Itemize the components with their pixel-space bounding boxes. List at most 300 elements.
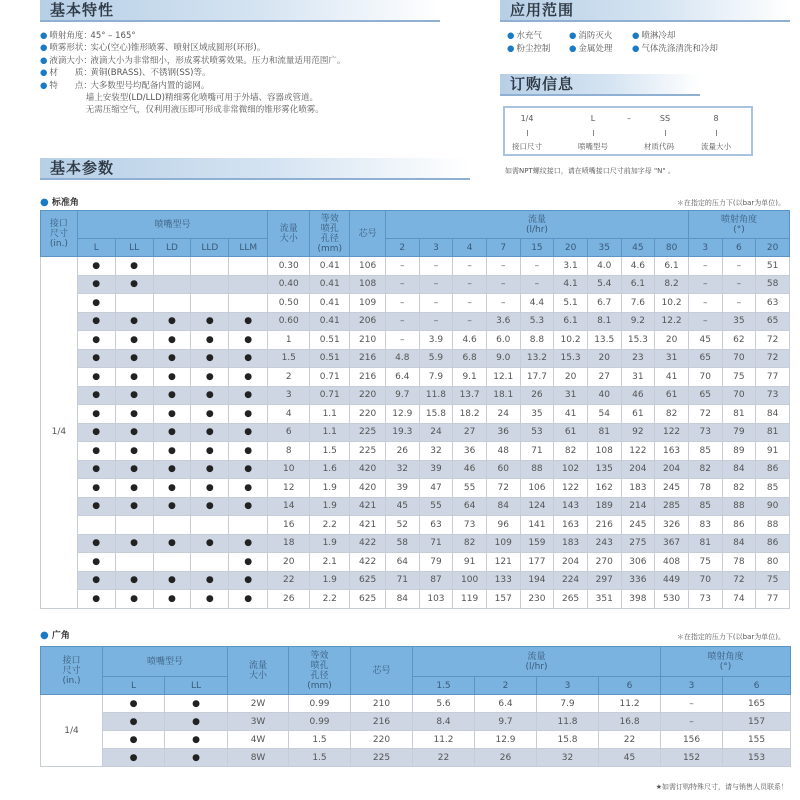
flow-size-cell: 26 <box>268 590 310 609</box>
flow-cell: 6.1 <box>655 257 689 276</box>
flow-cell: 326 <box>655 516 689 535</box>
header-spray-angle: 喷射角度 (°) <box>688 211 789 239</box>
flow-cell: 9.0 <box>486 349 520 368</box>
core-cell: 216 <box>350 349 386 368</box>
orifice-cell: 1.9 <box>310 497 350 516</box>
flow-cell: 7.9 <box>537 695 599 713</box>
angle-cell: 74 <box>722 590 756 609</box>
nozzle-availability-cell: ● <box>77 275 115 294</box>
flow-size-cell: 2 <box>268 368 310 387</box>
flow-cell: 82 <box>453 534 487 553</box>
flow-size-cell: 18 <box>268 534 310 553</box>
nozzle-availability-cell: ● <box>115 405 153 424</box>
bullet-icon: ● <box>507 31 515 41</box>
angle-cell: 80 <box>756 553 790 572</box>
header-angle-pressure: 20 <box>756 239 790 257</box>
table-row <box>41 386 790 405</box>
feature-value: 无需压缩空气，仅利用液压即可形成非常微细的锥形雾化喷雾。 <box>85 105 324 116</box>
header-flow-pressure: 4 <box>453 239 487 257</box>
flow-cell: 12.9 <box>385 405 419 424</box>
core-cell: 106 <box>350 257 386 276</box>
flow-cell: 270 <box>587 553 621 572</box>
nozzle-availability-cell <box>191 294 229 313</box>
flow-cell: 22 <box>413 749 475 767</box>
core-cell: 225 <box>350 442 386 461</box>
nozzle-availability-cell: ● <box>191 497 229 516</box>
flow-cell: 19.3 <box>385 423 419 442</box>
nozzle-availability-cell: ● <box>153 460 191 479</box>
flow-cell: 141 <box>520 516 554 535</box>
header-flow-pressure: 1.5 <box>413 677 475 695</box>
nozzle-availability-cell: ● <box>191 442 229 461</box>
nozzle-availability-cell: ● <box>153 534 191 553</box>
flow-cell: – <box>486 294 520 313</box>
standard-angle-title <box>40 195 79 208</box>
flow-cell: 4.1 <box>554 275 588 294</box>
flow-size-cell: 14 <box>268 497 310 516</box>
header-nozzle-lld: LLD <box>191 239 229 257</box>
flow-cell: 119 <box>453 590 487 609</box>
flow-cell: – <box>486 257 520 276</box>
order-connector <box>527 130 528 136</box>
nozzle-availability-cell: ● <box>115 423 153 442</box>
angle-cell: 84 <box>722 460 756 479</box>
nozzle-availability-cell: ● <box>77 442 115 461</box>
order-code: 1/4 <box>520 114 534 123</box>
flow-cell: 20 <box>587 349 621 368</box>
nozzle-availability-cell: ● <box>153 479 191 498</box>
nozzle-availability-cell: ● <box>115 442 153 461</box>
nozzle-availability-cell: ● <box>115 479 153 498</box>
flow-cell: 7.9 <box>419 368 453 387</box>
feature-item <box>40 42 345 54</box>
flow-cell: 23 <box>621 349 655 368</box>
nozzle-availability-cell: ● <box>115 349 153 368</box>
core-cell: 625 <box>350 590 386 609</box>
flow-cell: 367 <box>655 534 689 553</box>
order-code-label: 流量大小 <box>701 142 731 151</box>
flow-cell: 72 <box>486 479 520 498</box>
order-code: SS <box>659 114 671 123</box>
flow-cell: 71 <box>419 534 453 553</box>
angle-cell: 70 <box>688 571 722 590</box>
angle-cell: 45 <box>688 331 722 350</box>
nozzle-availability-cell: ● <box>115 312 153 331</box>
bullet-icon: ● <box>632 44 640 54</box>
flow-cell: – <box>419 294 453 313</box>
nozzle-availability-cell: ● <box>153 423 191 442</box>
flow-cell: 265 <box>554 590 588 609</box>
nozzle-availability-cell: ● <box>77 460 115 479</box>
nozzle-availability-cell: ● <box>165 713 228 731</box>
header-flow: 流量 (l/hr) <box>385 211 688 239</box>
nozzle-availability-cell: ● <box>77 312 115 331</box>
orifice-cell: 0.41 <box>310 294 350 313</box>
angle-cell: 157 <box>723 713 791 731</box>
nozzle-availability-cell: ● <box>115 275 153 294</box>
nozzle-availability-cell: ● <box>191 386 229 405</box>
core-cell: 216 <box>351 713 413 731</box>
header-flow-pressure: 45 <box>621 239 655 257</box>
flow-cell: 5.9 <box>419 349 453 368</box>
nozzle-availability-cell: ● <box>191 534 229 553</box>
angle-cell: – <box>722 257 756 276</box>
nozzle-availability-cell: ● <box>165 731 228 749</box>
flow-cell: 162 <box>587 479 621 498</box>
application-label: 气体洗涤清洗和冷却 <box>641 44 718 54</box>
angle-cell: – <box>661 713 723 731</box>
flow-cell: 31 <box>621 368 655 387</box>
flow-cell: 214 <box>621 497 655 516</box>
flow-cell: 12.1 <box>486 368 520 387</box>
nozzle-availability-cell: ● <box>77 590 115 609</box>
angle-cell: 65 <box>688 349 722 368</box>
nozzle-availability-cell <box>191 275 229 294</box>
flow-cell: 11.8 <box>419 386 453 405</box>
nozzle-availability-cell: ● <box>191 423 229 442</box>
orifice-cell: 0.41 <box>310 257 350 276</box>
angle-cell: 73 <box>756 386 790 405</box>
nozzle-availability-cell: ● <box>103 731 165 749</box>
flow-size-cell: 16 <box>268 516 310 535</box>
flow-cell: 31 <box>554 386 588 405</box>
flow-cell: – <box>385 331 419 350</box>
nozzle-availability-cell: ● <box>191 405 229 424</box>
flow-size-cell: 0.60 <box>268 312 310 331</box>
feature-item <box>40 80 345 92</box>
flow-cell: 163 <box>554 516 588 535</box>
nozzle-availability-cell: ● <box>115 257 153 276</box>
orifice-cell: 2.2 <box>310 590 350 609</box>
table-row <box>41 257 790 276</box>
feature-value: 45° – 165° <box>90 31 136 41</box>
application-item <box>507 43 569 56</box>
header-core: 芯号 <box>350 211 386 257</box>
table-row <box>41 695 791 713</box>
flow-size-cell: 3 <box>268 386 310 405</box>
angle-cell: – <box>661 695 723 713</box>
nozzle-availability-cell: ● <box>229 405 268 424</box>
nozzle-availability-cell <box>153 294 191 313</box>
orifice-cell: 1.6 <box>310 460 350 479</box>
flow-cell: 55 <box>453 479 487 498</box>
bullet-icon: ● <box>40 68 48 79</box>
flow-cell: – <box>385 275 419 294</box>
flow-size-cell: 1.5 <box>268 349 310 368</box>
nozzle-availability-cell: ● <box>229 460 268 479</box>
ordering-code-box <box>503 106 753 156</box>
core-cell: 220 <box>351 731 413 749</box>
flow-cell: 157 <box>486 590 520 609</box>
flow-cell: 41 <box>554 405 588 424</box>
flow-cell: 177 <box>520 553 554 572</box>
nozzle-availability-cell: ● <box>229 349 268 368</box>
flow-cell: 398 <box>621 590 655 609</box>
flow-cell: 3.6 <box>486 312 520 331</box>
flow-cell: 306 <box>621 553 655 572</box>
flow-cell: 11.2 <box>599 695 661 713</box>
orifice-cell: 2.1 <box>310 553 350 572</box>
flow-cell: 39 <box>385 479 419 498</box>
orifice-cell: 0.51 <box>310 349 350 368</box>
angle-cell: 72 <box>722 571 756 590</box>
order-connector <box>593 130 594 136</box>
footer-note: ★如需订购特殊尺寸，请与销售人员联系！ <box>655 783 788 791</box>
flow-cell: 275 <box>621 534 655 553</box>
header-orifice: 等效 喷孔 孔径 (mm) <box>289 647 351 695</box>
flow-cell: – <box>419 312 453 331</box>
core-cell: 421 <box>350 516 386 535</box>
application-item <box>569 30 632 43</box>
nozzle-availability-cell: ● <box>115 497 153 516</box>
flow-cell: 64 <box>385 553 419 572</box>
nozzle-availability-cell: ● <box>115 590 153 609</box>
flow-cell: – <box>453 275 487 294</box>
header-flow-pressure: 6 <box>599 677 661 695</box>
flow-cell: 7.6 <box>621 294 655 313</box>
flow-cell: 52 <box>385 516 419 535</box>
angle-cell: 81 <box>756 423 790 442</box>
nozzle-availability-cell: ● <box>153 571 191 590</box>
subheader-row <box>41 677 791 695</box>
orifice-cell: 0.51 <box>310 331 350 350</box>
nozzle-availability-cell: ● <box>229 386 268 405</box>
orifice-cell: 1.9 <box>310 534 350 553</box>
order-code-label: 喷嘴型号 <box>578 142 608 151</box>
flow-cell: 6.7 <box>587 294 621 313</box>
angle-cell: 51 <box>756 257 790 276</box>
angle-cell: 82 <box>688 460 722 479</box>
feature-value: 墙上安装型(LD/LLD)精细雾化喷嘴可用于外墙、容器或管道。 <box>85 93 318 104</box>
nozzle-availability-cell: ● <box>229 571 268 590</box>
angle-cell: 86 <box>756 534 790 553</box>
nozzle-availability-cell: ● <box>191 571 229 590</box>
nozzle-availability-cell: ● <box>191 331 229 350</box>
nozzle-availability-cell <box>191 257 229 276</box>
nozzle-availability-cell: ● <box>229 312 268 331</box>
flow-cell: 6.4 <box>475 695 537 713</box>
flow-cell: – <box>520 275 554 294</box>
flow-cell: 10.2 <box>554 331 588 350</box>
flow-cell: 121 <box>486 553 520 572</box>
flow-size-cell: 4 <box>268 405 310 424</box>
table-row <box>41 497 790 516</box>
angle-cell: 88 <box>722 497 756 516</box>
flow-cell: 6.8 <box>453 349 487 368</box>
bullet-icon: ● <box>40 31 48 41</box>
angle-cell: 73 <box>688 423 722 442</box>
flow-cell: 9.7 <box>385 386 419 405</box>
angle-cell: 70 <box>688 368 722 387</box>
flow-cell: – <box>453 257 487 276</box>
nozzle-availability-cell <box>229 257 268 276</box>
table-row <box>41 368 790 387</box>
angle-cell: 88 <box>756 516 790 535</box>
flow-cell: 26 <box>385 442 419 461</box>
flow-cell: 133 <box>486 571 520 590</box>
flow-cell: 84 <box>486 497 520 516</box>
nozzle-availability-cell: ● <box>115 386 153 405</box>
nozzle-availability-cell: ● <box>191 479 229 498</box>
order-code-label: 材质代码 <box>644 142 674 151</box>
flow-cell: 351 <box>587 590 621 609</box>
flow-cell: 46 <box>453 460 487 479</box>
flow-cell: 4.8 <box>385 349 419 368</box>
flow-cell: 13.2 <box>520 349 554 368</box>
header-port-size: 接口 尺寸 (in.) <box>41 211 78 257</box>
flow-cell: 82 <box>554 442 588 461</box>
flow-cell: 6.4 <box>385 368 419 387</box>
core-cell: 210 <box>350 331 386 350</box>
table-row <box>41 405 790 424</box>
angle-cell: 75 <box>688 553 722 572</box>
feature-item <box>40 55 345 67</box>
orifice-cell: 1.5 <box>310 442 350 461</box>
flow-cell: 109 <box>486 534 520 553</box>
header-angle-pressure: 6 <box>723 677 791 695</box>
feature-key: 材 质： <box>49 68 92 79</box>
feature-key <box>45 92 86 104</box>
flow-cell: 54 <box>587 405 621 424</box>
nozzle-availability-cell: ● <box>77 386 115 405</box>
header-flow-pressure: 2 <box>385 239 419 257</box>
feature-key: 特 点： <box>49 80 92 91</box>
flow-cell: 45 <box>599 749 661 767</box>
flow-cell: – <box>385 294 419 313</box>
nozzle-availability-cell: ● <box>153 497 191 516</box>
flow-cell: 9.7 <box>475 713 537 731</box>
bullet-icon: ● <box>40 55 48 66</box>
flow-cell: 5.4 <box>587 275 621 294</box>
table-row <box>41 349 790 368</box>
flow-cell: 12.9 <box>475 731 537 749</box>
nozzle-availability-cell: ● <box>77 423 115 442</box>
flow-cell: 449 <box>655 571 689 590</box>
nozzle-availability-cell: ● <box>103 695 165 713</box>
flow-cell: 16.8 <box>599 713 661 731</box>
features-list <box>40 30 345 117</box>
feature-value: 实心(空心)锥形喷雾、喷射区域成圆形(环形)。 <box>90 43 266 54</box>
flow-cell: 8.1 <box>587 312 621 331</box>
flow-cell: 9.2 <box>621 312 655 331</box>
flow-cell: 84 <box>385 590 419 609</box>
flow-cell: 47 <box>419 479 453 498</box>
standard-angle-label: 标准角 <box>51 198 79 208</box>
feature-item <box>40 67 345 79</box>
flow-cell: 4.6 <box>621 257 655 276</box>
flow-cell: 53 <box>520 423 554 442</box>
flow-cell: 45 <box>385 497 419 516</box>
flow-cell: 8.8 <box>520 331 554 350</box>
flow-cell: 103 <box>419 590 453 609</box>
angle-cell: 72 <box>688 405 722 424</box>
feature-value: 大多数型号均配备内置的滤网。 <box>90 80 210 91</box>
nozzle-availability-cell: ● <box>103 749 165 767</box>
nozzle-availability-cell: ● <box>191 349 229 368</box>
angle-cell: 91 <box>756 442 790 461</box>
header-spray-angle: 喷射角度 (°) <box>661 647 791 677</box>
flow-cell: 8.4 <box>413 713 475 731</box>
feature-item <box>40 30 345 42</box>
angle-cell: 85 <box>688 497 722 516</box>
application-item <box>632 30 718 43</box>
nozzle-availability-cell: ● <box>229 479 268 498</box>
orifice-cell: 1.1 <box>310 423 350 442</box>
flow-cell: 15.8 <box>419 405 453 424</box>
flow-size-cell: 6 <box>268 423 310 442</box>
angle-cell: 84 <box>756 405 790 424</box>
core-cell: 216 <box>350 368 386 387</box>
nozzle-availability-cell: ● <box>191 590 229 609</box>
wide-condition-note: ＊在指定的压力下(以bar为单位)。 <box>676 633 785 641</box>
nozzle-availability-cell: ● <box>115 460 153 479</box>
section-basic-params: 基本参数 <box>40 158 470 180</box>
nozzle-availability-cell <box>153 275 191 294</box>
application-label: 水充气 <box>516 31 542 41</box>
nozzle-availability-cell: ● <box>153 312 191 331</box>
header-nozzle-ll: LL <box>165 677 228 695</box>
nozzle-availability-cell: ● <box>229 590 268 609</box>
flow-size-cell: 2W <box>228 695 289 713</box>
header-angle-pressure: 3 <box>688 239 722 257</box>
header-flow-pressure: 80 <box>655 239 689 257</box>
feature-key: 喷射角度： <box>49 31 92 41</box>
nozzle-availability-cell: ● <box>229 497 268 516</box>
table-row <box>41 534 790 553</box>
flow-cell: 10.2 <box>655 294 689 313</box>
flow-cell: – <box>385 257 419 276</box>
flow-cell: 32 <box>537 749 599 767</box>
bullet-icon: ● <box>632 31 640 41</box>
angle-cell: 77 <box>756 590 790 609</box>
header-nozzle-type: 喷嘴型号 <box>77 211 267 239</box>
header-core: 芯号 <box>351 647 413 695</box>
orifice-cell: 0.99 <box>289 713 351 731</box>
flow-cell: 13.5 <box>587 331 621 350</box>
header-row <box>41 647 791 677</box>
header-angle-pressure: 6 <box>722 239 756 257</box>
flow-cell: 216 <box>587 516 621 535</box>
table-row <box>41 294 790 313</box>
header-flow-size: 流量 大小 <box>268 211 310 257</box>
port-size-cell: 1/4 <box>41 695 103 767</box>
core-cell: 422 <box>350 534 386 553</box>
flow-cell: 27 <box>453 423 487 442</box>
flow-cell: 31 <box>655 349 689 368</box>
flow-cell: 245 <box>655 479 689 498</box>
feature-value: 液滴大小为非常细小，形成雾状喷雾效果。压力和流量适用范围广。 <box>90 55 346 66</box>
orifice-cell: 1.9 <box>310 571 350 590</box>
table-row <box>41 571 790 590</box>
core-cell: 225 <box>350 423 386 442</box>
nozzle-availability-cell: ● <box>77 368 115 387</box>
nozzle-availability-cell: ● <box>77 257 115 276</box>
header-flow-pressure: 15 <box>520 239 554 257</box>
flow-cell: – <box>385 312 419 331</box>
flow-size-cell: 22 <box>268 571 310 590</box>
nozzle-availability-cell: ● <box>229 423 268 442</box>
standard-condition-note: ＊在指定的压力下(以bar为单位)。 <box>676 199 785 207</box>
flow-size-cell: 12 <box>268 479 310 498</box>
angle-cell: 70 <box>722 349 756 368</box>
flow-cell: 102 <box>554 460 588 479</box>
angle-cell: 86 <box>722 516 756 535</box>
flow-cell: 230 <box>520 590 554 609</box>
flow-cell: 204 <box>655 460 689 479</box>
order-connector <box>716 130 717 136</box>
flow-cell: 12.2 <box>655 312 689 331</box>
core-cell: 422 <box>350 553 386 572</box>
